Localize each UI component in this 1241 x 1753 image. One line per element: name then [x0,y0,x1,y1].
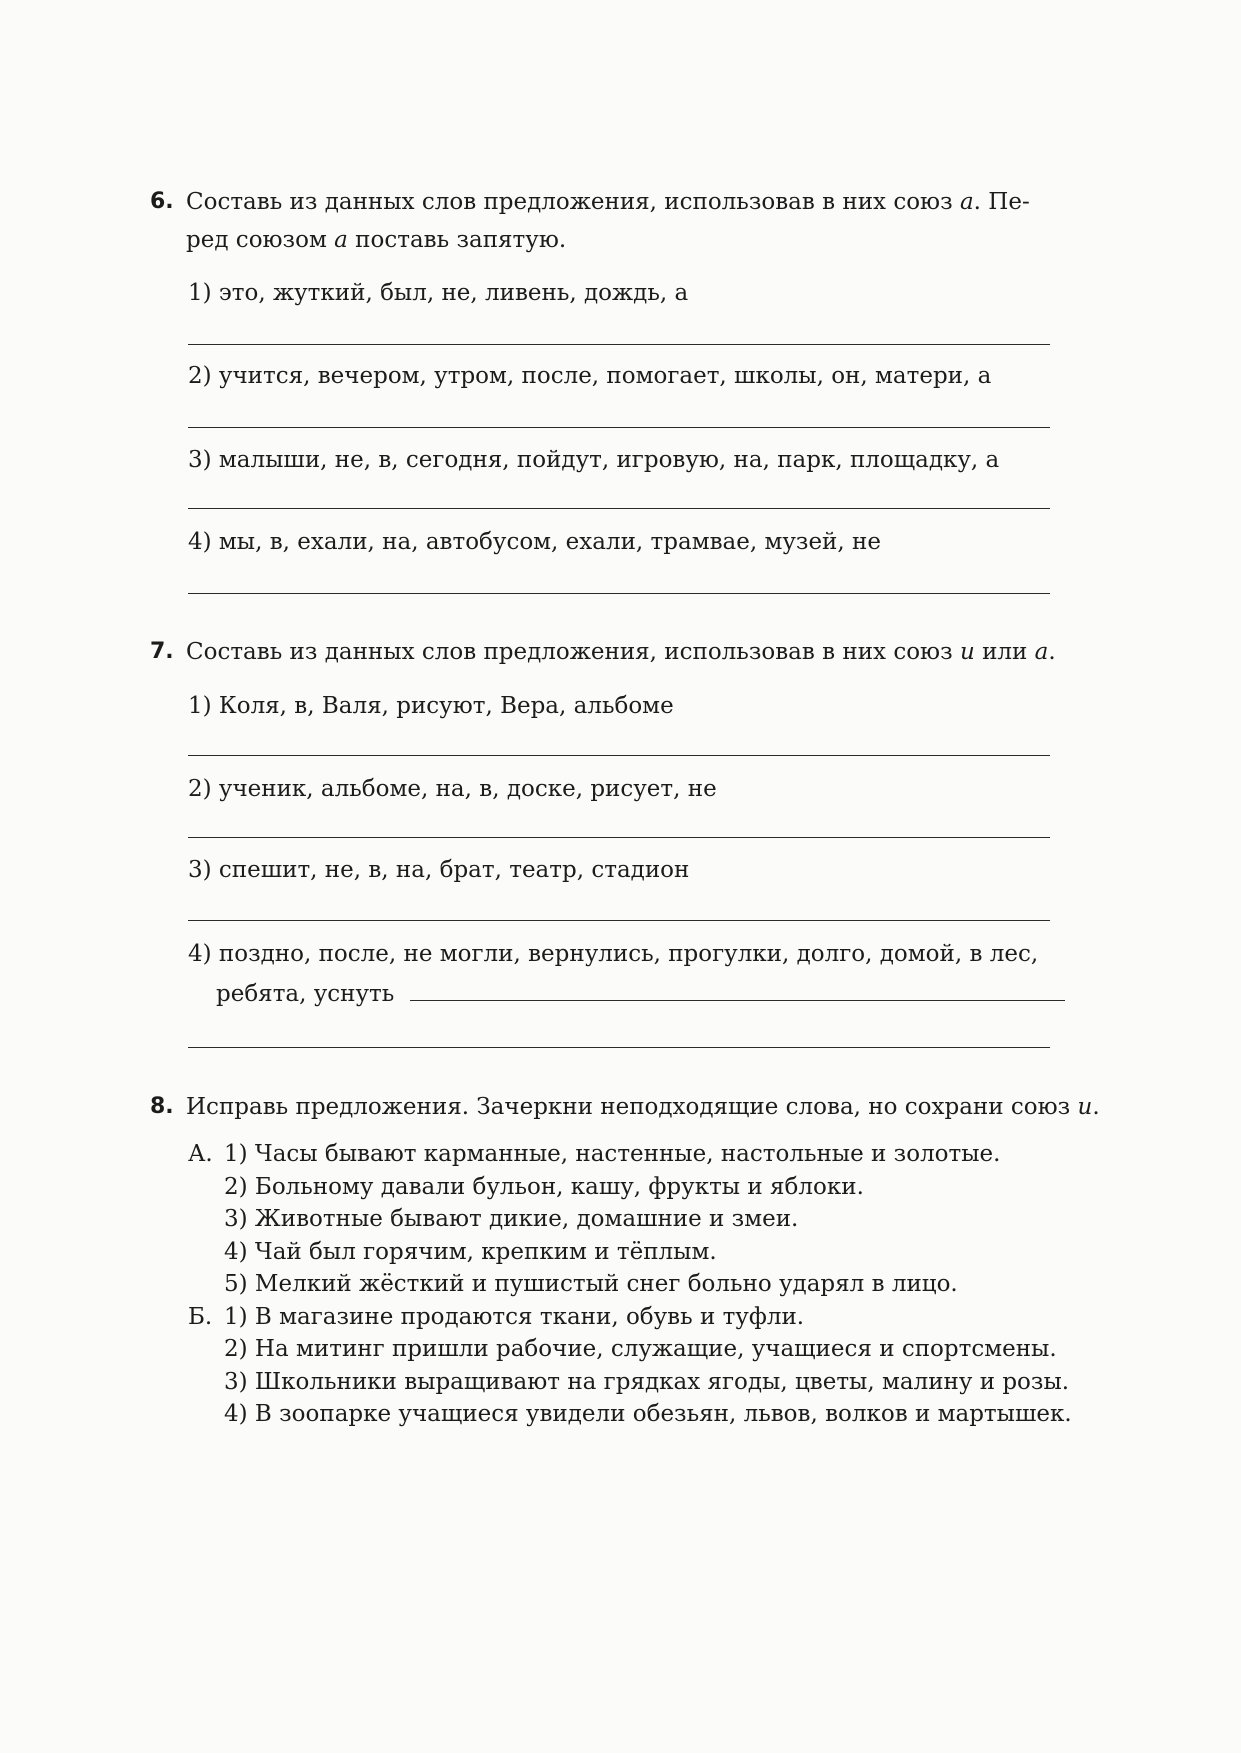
task-7-item-3 [188,855,689,885]
task-6-item-3 [188,445,999,475]
task-8-a-row-4 [188,1236,1100,1269]
task-7 [150,633,1100,1007]
task-8-a-item-1: 1) Часы бывают карманные, настенные, настольные и золотые. [224,1141,1001,1167]
task-7-item-4-inline-answer-line[interactable] [410,1000,1065,1001]
task-8-a-row-2 [188,1171,1100,1204]
task-8-group-a-label: А. [188,1141,213,1167]
task-7-instruction-part1: Составь из данных слов предложения, использовав в них союз [186,639,960,665]
task-7-header [150,633,1100,671]
task-7-conj2: а [1034,639,1049,665]
task-7-instruction [186,633,1100,671]
task-6-item-2 [188,361,991,391]
task-8-b-item-2: 2) На митинг пришли рабочие, служащие, учащиеся и спортсмены. [224,1336,1057,1362]
task-7-item-2 [188,774,717,804]
task-8-instruction-end: . [1092,1094,1100,1120]
task-6-item-3-text: 3) малыши, не, в, сегодня, пойдут, игровую, на, парк, площадку, а [188,447,1000,473]
task-6-instruction-line2-part1: ред союзом [186,227,335,253]
task-8-b-item-3: 3) Школьники выращивают на грядках ягоды, цветы, малину и розы. [224,1368,1070,1395]
task-7-item-1-answer-line[interactable] [188,755,1050,756]
task-6-conj: а [959,189,974,215]
task-6-instruction [186,183,1100,259]
task-8-a-row-5 [188,1268,1100,1301]
task-6-item-4-answer-line[interactable] [188,593,1050,594]
task-7-item-4-line1: 4) поздно, после, не могли, вернулись, прогулки, долго, домой, в лес, [188,941,1039,967]
task-8-b-row-1 [188,1301,1100,1334]
task-8 [150,1088,1100,1431]
task-8-b-item-4: 4) В зоопарке учащиеся увидели обезьян, львов, волков и мартышек. [224,1401,1072,1427]
task-8-b-row-4 [188,1398,1100,1431]
task-8-instruction-part1: Исправь предложения. Зачеркни неподходящие слова, но сохрани союз [186,1094,1078,1120]
task-8-conj: и [1077,1094,1093,1120]
task-8-group-b-label: Б. [188,1303,213,1330]
task-8-b-row-2 [188,1333,1100,1366]
task-6-item-2-answer-line[interactable] [188,427,1050,428]
task-8-a-item-2: 2) Больному давали бульон, кашу, фрукты и яблоки. [224,1173,864,1200]
task-6-instruction-part1: Составь из данных слов предложения, использовав в них союз [186,189,960,215]
task-6-conj2: а [334,227,348,253]
task-7-item-3-text: 3) спешит, не, в, на, брат, театр, стадион [188,857,690,883]
task-6-item-1 [188,278,688,308]
task-7-item-4 [188,939,1065,1009]
task-6-item-1-answer-line[interactable] [188,344,1050,345]
task-7-item-2-answer-line[interactable] [188,837,1050,838]
task-8-b-item-1: 1) В магазине продаются ткани, обувь и туфли. [224,1303,805,1330]
task-7-conj1: и [959,639,975,665]
task-7-item-1-text: 1) Коля, в, Валя, рисуют, Вера, альбоме [188,693,674,719]
task-8-b-row-3 [188,1366,1100,1399]
task-6-item-3-answer-line[interactable] [188,508,1050,509]
task-8-a-row-3 [188,1203,1100,1236]
task-8-a-row-1 [188,1138,1100,1171]
task-8-instruction [186,1088,1100,1126]
task-6-header [150,183,1100,259]
task-7-item-1 [188,691,674,721]
task-8-a-item-5: 5) Мелкий жёсткий и пушистый снег больно ударял в лицо. [224,1271,958,1297]
task-7-instruction-mid: или [974,639,1035,665]
task-6-number: 6. [150,189,174,214]
task-7-number: 7. [150,639,174,664]
task-6-item-4 [188,527,881,557]
task-6-item-4-text: 4) мы, в, ехали, на, автобусом, ехали, трамвае, музей, не [188,529,881,555]
task-6-item-2-text: 2) учится, вечером, утром, после, помогает, школы, он, матери, а [188,363,992,389]
task-8-a-item-4: 4) Чай был горячим, крепким и тёплым. [224,1238,717,1265]
task-6 [150,183,1100,555]
task-6-instruction-part2: . Пе- [973,189,1030,215]
task-7-item-3-answer-line[interactable] [188,920,1050,921]
task-7-item-4-line2: ребята, уснуть [216,981,395,1007]
task-8-header [150,1088,1100,1126]
task-7-item-2-text: 2) ученик, альбоме, на, в, доске, рисует, не [188,776,717,802]
task-8-a-item-3: 3) Животные бывают дикие, домашние и змеи. [224,1206,799,1232]
task-6-item-1-text: 1) это, жуткий, был, не, ливень, дождь, а [188,280,689,306]
task-7-item-4-line2-row [216,979,1065,1009]
task-8-list [188,1138,1100,1431]
task-6-instruction-line2-part2: поставь запятую. [347,227,567,253]
task-8-number: 8. [150,1094,174,1119]
task-7-item-4-answer-line[interactable] [188,1047,1050,1048]
task-7-instruction-end: . [1048,639,1056,665]
